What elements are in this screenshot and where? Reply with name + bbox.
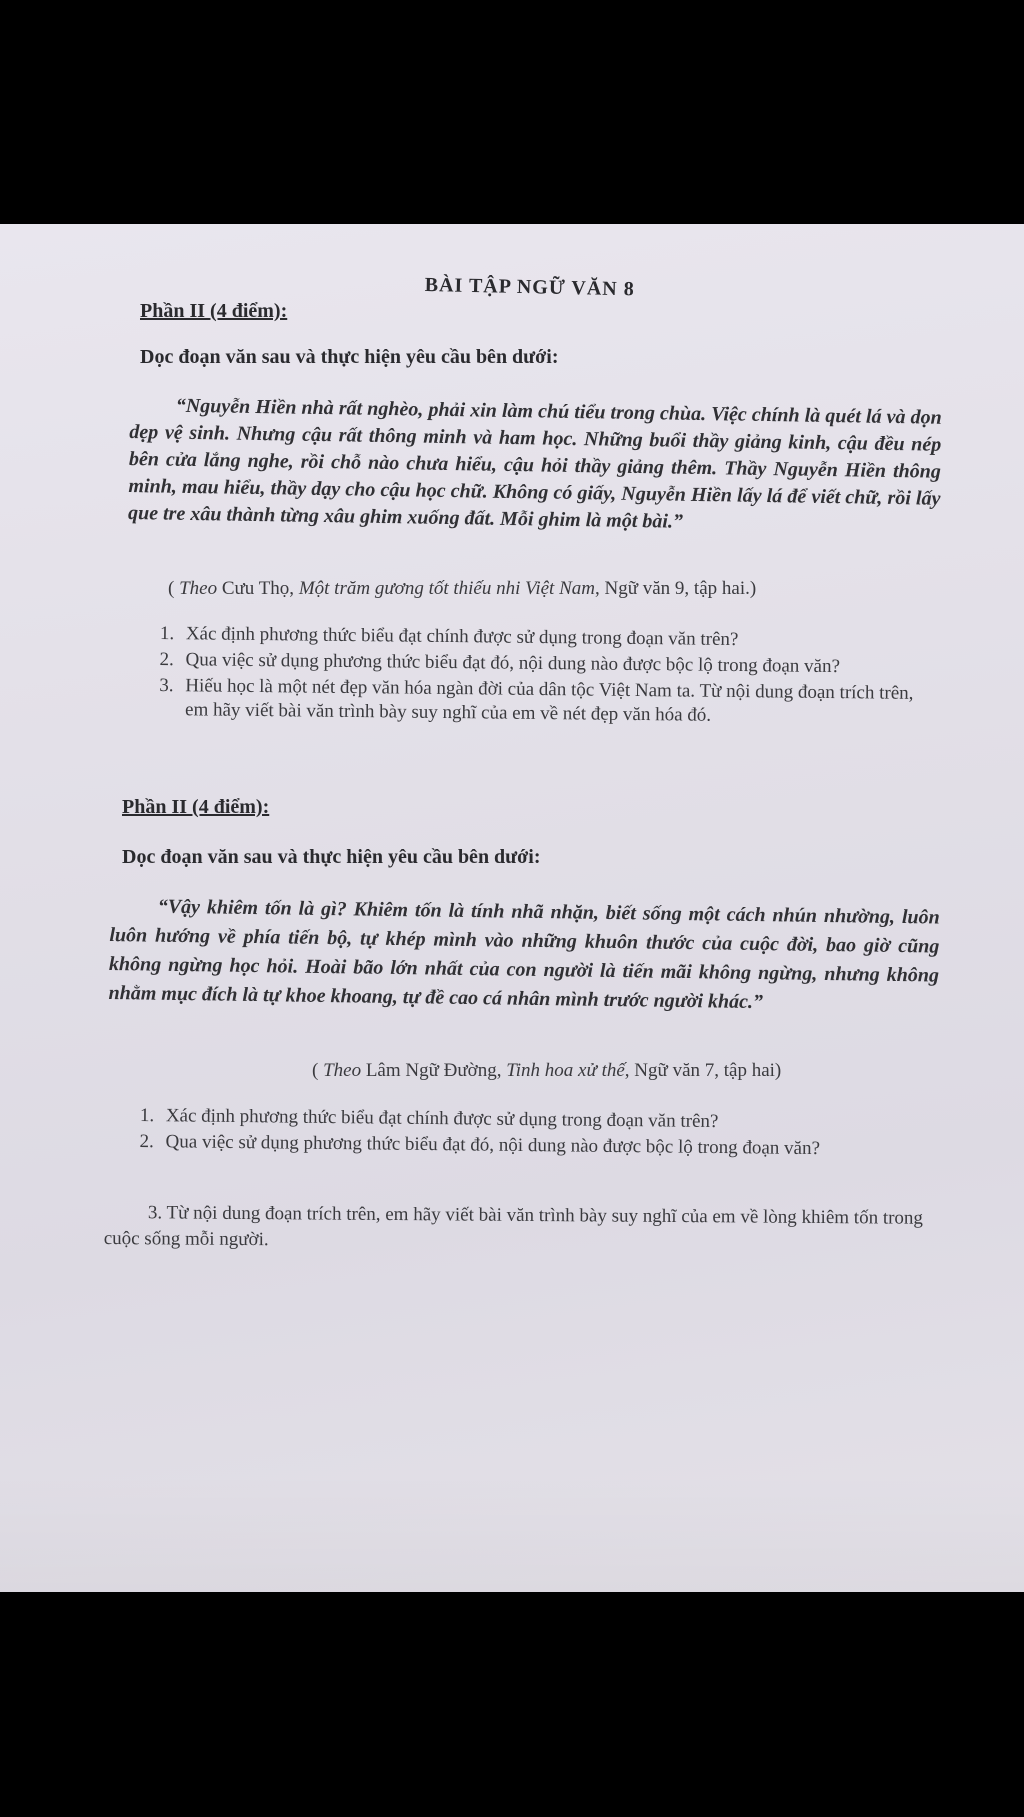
part1-quote: “Nguyễn Hiền nhà rất nghèo, phải xin làm chú tiểu trong chùa. Việc chính là quét lá và dọn dẹp vệ sinh. Nhưng cậu rất thông minh và ham học. Những buổi thầy giảng kinh, cậu đều nép bên cửa lắng nghe, rồi chỗ nào chưa hiểu, cậu hỏi thầy giảng thêm. Thầy Nguyễn Hiền thông minh, mau hiểu, thầy dạy cho cậu học chữ. Không có giấy, Nguyễn Hiền lấy lá để viết chữ, rồi lấy que tre xâu thành từng xâu ghim xuống đất. Mỗi ghim là một bài.” xyxy=(127,394,942,533)
part2-instruction: Dọc đoạn văn sau và thực hiện yêu cầu bên dưới: xyxy=(122,846,541,868)
part2-source-author: Lâm Ngữ Đường, xyxy=(361,1060,507,1081)
worksheet-title: BÀI TẬP NGỮ VĂN 8 xyxy=(424,274,635,301)
part1-question-2-num: 2. xyxy=(159,648,174,671)
part2-question-3: 3. Từ nội dung đoạn trích trên, em hãy viết bài văn trình bày suy nghĩ của em về lòng khiêm tốn trong cuộc sống mỗi người. xyxy=(103,1202,924,1251)
part1-question-1-text: Xác định phương thức biểu đạt chính được sử dụng trong đoạn văn trên? xyxy=(185,623,739,651)
part1-source-theo: Theo xyxy=(179,578,218,599)
part1-question-1-num: 1. xyxy=(159,622,175,645)
part1-heading: Phần II (4 điểm): xyxy=(140,300,288,322)
part1-source-book: Một trăm gương tốt thiếu nhi Việt Nam xyxy=(298,578,595,599)
part2-question-1-text: Xác định phương thức biểu đạt chính được sử dụng trong đoạn văn trên? xyxy=(165,1105,719,1133)
part2-question-list xyxy=(139,1104,940,1164)
part2-question-2-text: Qua việc sử dụng phương thức biểu đạt đó, nội dung nào được bộc lộ trong đoạn văn? xyxy=(165,1131,821,1160)
part2-source-book: Tinh hoa xử thế xyxy=(506,1060,625,1081)
part1-question-2-text: Qua việc sử dụng phương thức biểu đạt đó, nội dung nào được bộc lộ trong đoạn văn? xyxy=(185,649,841,678)
part2-question-2-num: 2. xyxy=(139,1130,154,1153)
part2-source-open: ( xyxy=(312,1060,324,1081)
part2-source-rest: , Ngữ văn 7, tập hai) xyxy=(624,1060,782,1081)
paper-shadow xyxy=(0,1472,1024,1592)
part2-question-1-num: 1. xyxy=(139,1105,155,1127)
worksheet-paper xyxy=(0,224,1024,1592)
part2-quote: “Vậy khiêm tốn là gì? Khiêm tốn là tính nhã nhặn, biết sống một cách nhún nhường, luôn luôn hướng về phía tiến bộ, tự khép mình vào những khuôn thước của cuộc đời, bao giờ cũng không ngừng học hỏi. Hoài bão lớn nhất của con người là tiến mãi không ngừng, nhưng không nhằm mục đích là tự khoe khoang, tự đề cao cá nhân mình trước người khác.” xyxy=(108,895,940,1014)
part1-question-3-num: 3. xyxy=(159,674,174,697)
part1-source-open: ( xyxy=(168,578,180,599)
part1-source-author: Cưu Thọ, xyxy=(217,578,299,599)
part1-source xyxy=(168,578,756,600)
part1-source-rest: , Ngữ văn 9, tập hai.) xyxy=(594,578,757,599)
part2-source xyxy=(312,1060,781,1082)
part1-instruction: Dọc đoạn văn sau và thực hiện yêu cầu bên dưới: xyxy=(140,346,559,368)
part2-heading: Phần II (4 điểm): xyxy=(122,796,270,818)
part1-question-list xyxy=(159,622,940,732)
part1-question-3-text: Hiếu học là một nét đẹp văn hóa ngàn đời của dân tộc Việt Nam ta. Từ nội dung đoạn trích trên, em hãy viết bài văn trình bày suy nghĩ của em về nét đẹp văn hóa đó. xyxy=(184,675,914,726)
part2-source-theo: Theo xyxy=(323,1060,362,1081)
part1-question-3 xyxy=(159,674,939,730)
